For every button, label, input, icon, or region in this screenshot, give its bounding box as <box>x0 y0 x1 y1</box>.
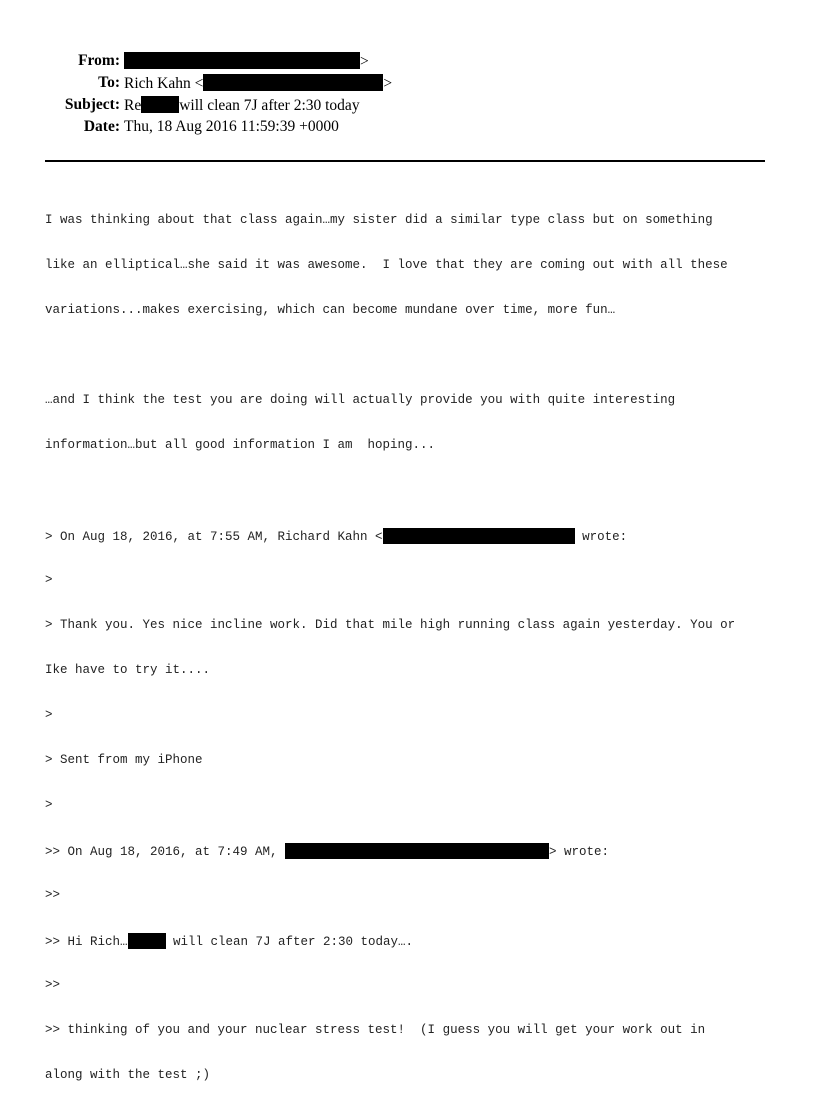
quote-text: >> On Aug 18, 2016, at 7:49 AM, <box>45 845 286 859</box>
redaction-block <box>141 96 179 113</box>
blank-line <box>45 483 775 498</box>
quote-line: >> <box>45 888 61 902</box>
from-suffix: > <box>360 53 369 70</box>
quote-line: along with the test ;) <box>45 1068 211 1082</box>
body-line: I was thinking about that class again…my sister did a similar type class but on something <box>45 213 713 227</box>
quote-line <box>45 843 775 858</box>
redaction-block <box>285 843 549 859</box>
email-header <box>0 52 816 140</box>
subject-value <box>124 96 360 115</box>
date-value: Thu, 18 Aug 2016 11:59:39 +0000 <box>124 118 339 135</box>
from-row <box>0 52 816 74</box>
quote-text: >> Hi Rich… <box>45 935 128 949</box>
to-suffix: > <box>383 75 393 92</box>
subject-row <box>0 96 816 118</box>
to-name: Rich Kahn < <box>124 75 204 92</box>
redaction-block <box>128 933 166 949</box>
header-divider <box>45 160 765 162</box>
redaction-block <box>124 52 360 69</box>
date-row <box>0 118 816 140</box>
quote-text: > wrote: <box>549 845 610 859</box>
quote-line: >> thinking of you and your nuclear stress test! (I guess you will get your work out in <box>45 1023 706 1037</box>
quote-line <box>45 528 775 543</box>
quote-text: wrote: <box>574 530 628 544</box>
quote-line: Ike have to try it.... <box>45 663 211 677</box>
subject-label: Subject: <box>64 96 120 113</box>
subject-prefix: Re <box>124 97 142 114</box>
from-value <box>124 52 369 71</box>
to-value <box>124 74 392 93</box>
from-label: From: <box>78 52 120 69</box>
quote-line: > Thank you. Yes nice incline work. Did that mile high running class again yesterday. You or <box>45 618 736 632</box>
quote-line: >> <box>45 978 61 992</box>
date-label: Date: <box>83 118 120 135</box>
quote-text: will clean 7J after 2:30 today…. <box>165 935 414 949</box>
blank-line <box>45 348 775 363</box>
redaction-block <box>383 528 575 544</box>
email-body <box>45 183 775 1098</box>
quote-line: > Sent from my iPhone <box>45 753 203 767</box>
body-line: …and I think the test you are doing will actually provide you with quite interesting <box>45 393 676 407</box>
body-line: variations...makes exercising, which can become mundane over time, more fun… <box>45 303 616 317</box>
quote-line: > <box>45 573 53 587</box>
quote-line: > <box>45 798 53 812</box>
quote-line: > <box>45 708 53 722</box>
body-line: information…but all good information I am hoping... <box>45 438 436 452</box>
to-label: To: <box>98 74 120 91</box>
redaction-block <box>203 74 383 91</box>
to-row <box>0 74 816 96</box>
subject-rest: will clean 7J after 2:30 today <box>179 97 360 114</box>
body-line: like an elliptical…she said it was awesome. I love that they are coming out with all these <box>45 258 728 272</box>
quote-text: > On Aug 18, 2016, at 7:55 AM, Richard Kahn < <box>45 530 383 544</box>
quote-line <box>45 933 775 948</box>
